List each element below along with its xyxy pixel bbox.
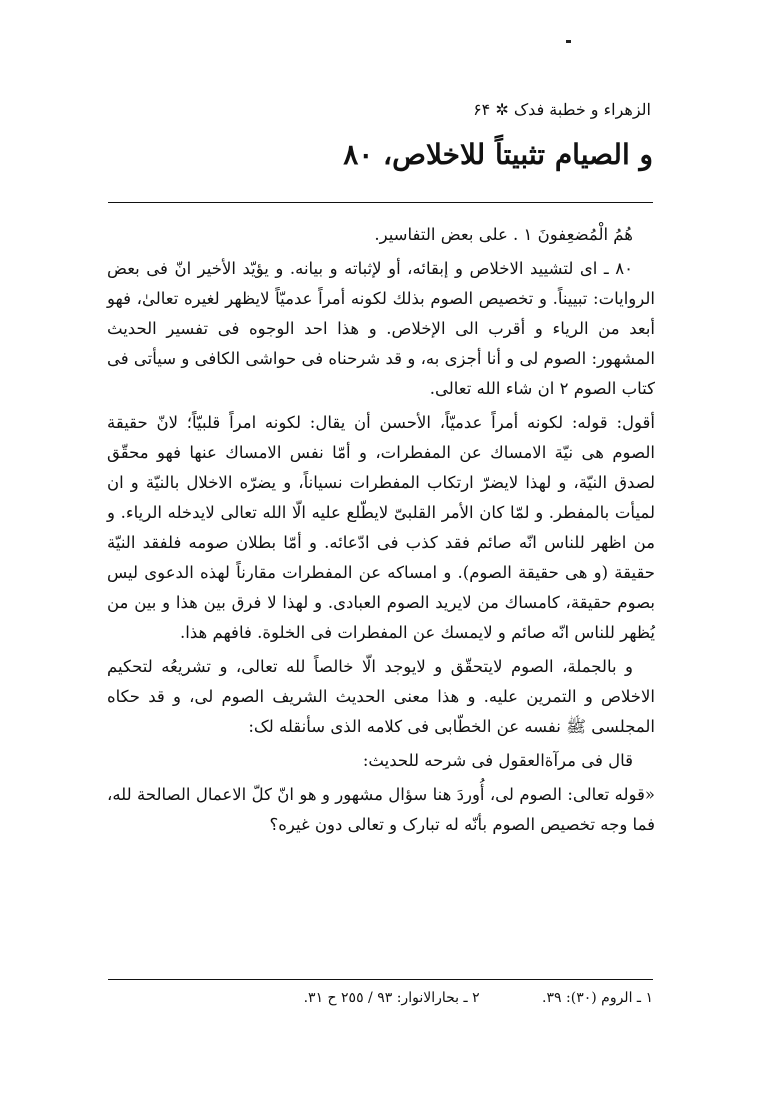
paragraph: قال فى مرآةالعقول فى شرحه للحديث: xyxy=(362,751,633,770)
paragraph: ۸۰ ـ اى لتشييد الاخلاص و إبقائه، أو لإثباته و بيانه. و يؤيّد الأخير انّ فى بعض الروايات: تبييناً. و تخصيص الصوم بذلك لكونه أمراً عدميّاً لايظهر لغيره تعالىٰ، فهو أبعد من الرياء و أقرب الى الإخلاص. و هذا احد الوجوه فى تفسير الحديث المشهور: الصوم لى و أنا أجزى به، و قد شرحناه فى حواشى الكافى و سيأتى فى كتاب الصوم ٢ ان شاء الله تعالى. xyxy=(107,259,655,398)
footnote-rule xyxy=(108,979,653,980)
running-header: الزهراء و خطبة فدک ✲ ۶۴ xyxy=(473,100,651,119)
page-mark xyxy=(566,40,571,43)
footnotes xyxy=(246,990,653,1006)
footnote-1: ١ ـ الروم (٣٠): ٣٩. xyxy=(542,990,653,1006)
paragraph: و بالجملة، الصوم لايتحقّق و لايوجد الّا خالصاً لله تعالى، و تشريعُه لتحكيم الاخلاص و التمرين عليه. و هذا معنى الحديث الشريف الصوم لى، و قد حكاه المجلسى ﷺ نفسه عن الخطّابى فى كلامه الذى سأنقله لک: xyxy=(107,657,655,736)
paragraph: هُمُ الْمُضعِفونَ ١ . على بعض التفاسير. xyxy=(374,225,633,244)
header-rule xyxy=(108,202,653,203)
body-text xyxy=(107,220,655,844)
section-title: و الصيام تثبيتاً للاخلاص، ۸۰ xyxy=(343,138,653,171)
paragraph: أقول: قوله: لكونه أمراً عدميّاً، الأحسن أن يقال: لكونه امراً قلبيّاً؛ لانّ حقيقة الصوم هى نيّة الامساك عن المفطرات، و أمّا نفس الامساك عنها فهو محقّق لصدق النيّة، و لهذا لايضرّ ارتكاب المفطرات نسياناً، و يضرّه الاخلال بالنيّة و ان لميأت بالمفطر. و لمّا كان الأمر القلبىّ لايطّلع عليه الّا الله تعالى لايدخله الرياء. و من اظهر للناس انّه صائم فقد كذب فى ادّعائه. و أمّا بطلان صومه فلفقد النيّة حقيقة (و هى حقيقة الصوم). و امساكه عن المفطرات مقارناً لهذه الدعوى ليس بصوم حقيقة، كامساك من لايريد الصوم العبادى. و لهذا لا فرق بين هذا و بين من يُظهر للناس انّه صائم و لايمسك عن المفطرات فى الخلوة. فافهم هذا. xyxy=(107,413,655,642)
paragraph: «قوله تعالى: الصوم لى، أُوردَ هنا سؤال مشهور و هو انّ كلّ الاعمال الصالحة لله، فما وجه تخصيص الصوم بأنّه له تبارک و تعالى دون غيره؟ xyxy=(107,785,655,834)
footnote-2: ٢ ـ بحارالانوار: ٩٣ / ٢٥٥ ح ٣١. xyxy=(303,990,480,1006)
